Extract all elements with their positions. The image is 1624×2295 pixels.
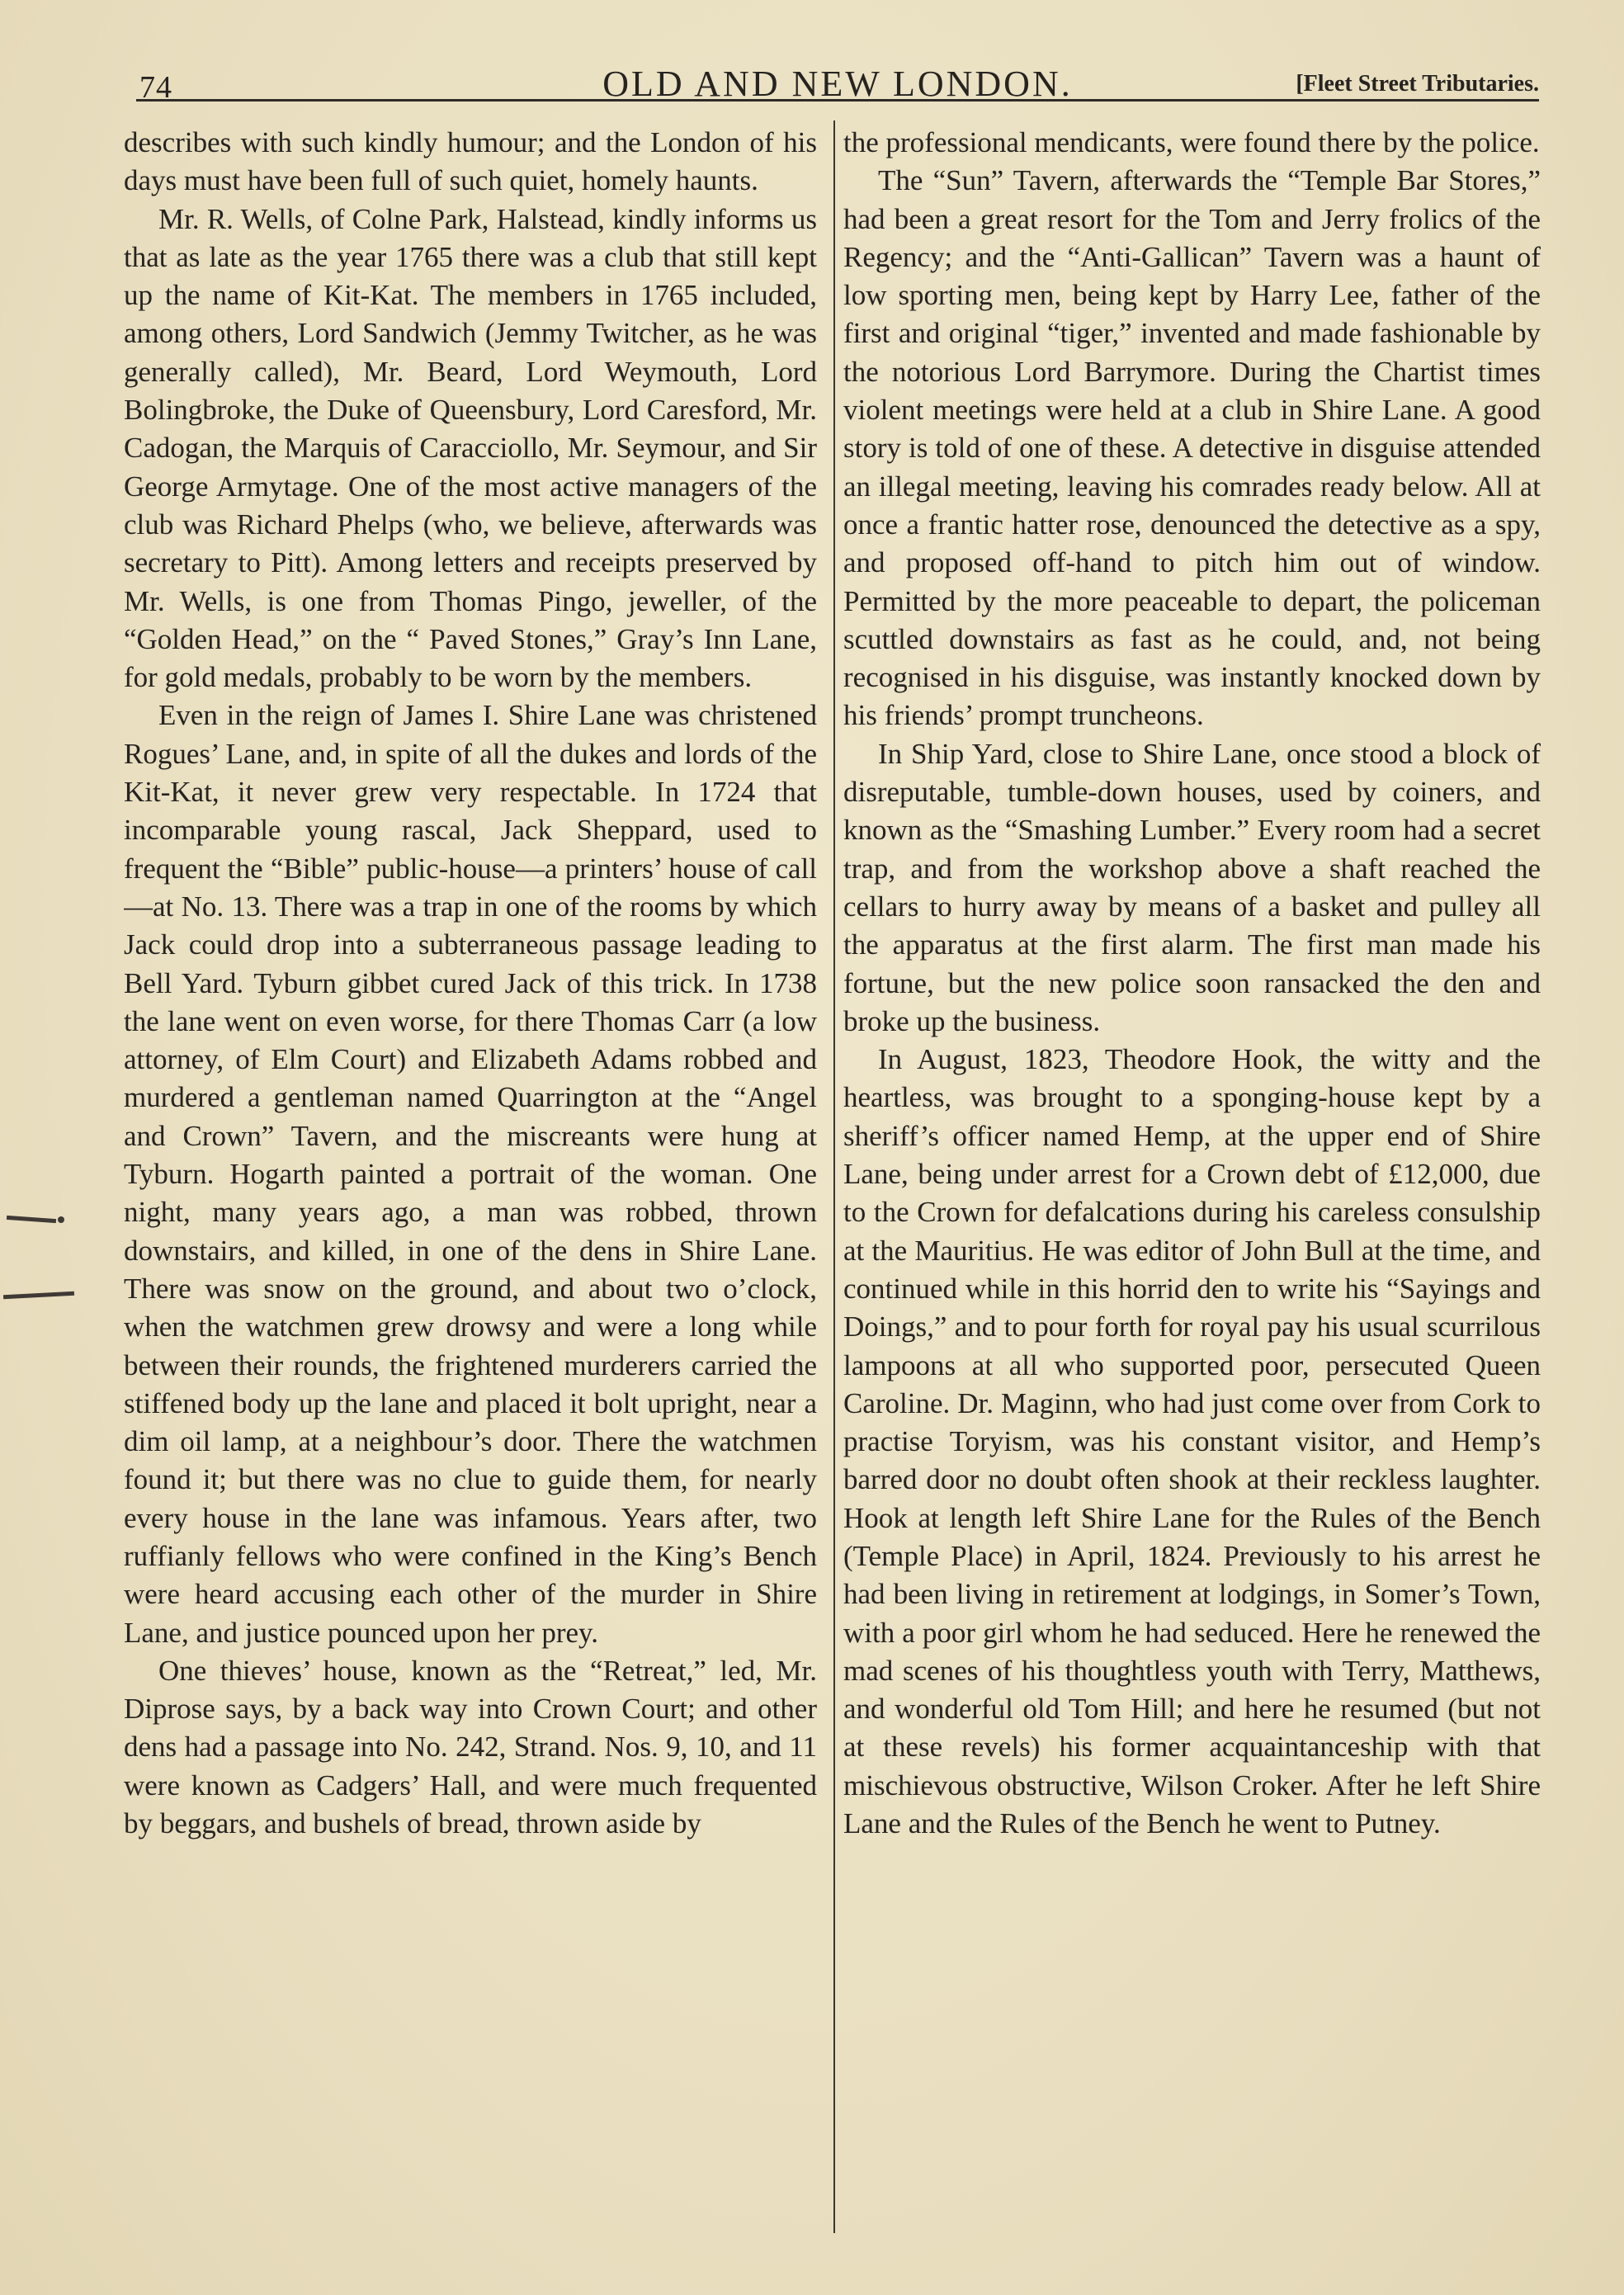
header-rule xyxy=(136,99,1539,102)
left-column xyxy=(124,124,817,2236)
paragraph: The “Sun” Tavern, afterwards the “Temple Bar Stores,” had been a great resort for the Tom and Jerry frolics of the Regency; and the “Anti-Gallican” Tavern was a haunt of low sporting men, being kept by Harry Lee, father of the first and original “tiger,” invented and made fashionable by the notorious Lord Barrymore. During the Chartist times violent meetings were held at a club in Shire Lane. A good story is told of one of these. A detective in disguise attended an illegal meeting, leaving his comrades ready below. All at once a frantic hatter rose, denounced the detective as a spy, and proposed off-hand to pitch him out of window. Permitted by the more peaceable to depart, the policeman scuttled downstairs as fast as he could, and, not being recognised in his disguise, was instantly knocked down by his friends’ prompt truncheons. xyxy=(843,164,1541,732)
paragraph: Even in the reign of James I. Shire Lane was christened Rogues’ Lane, and, in spite of all the dukes and lords of the Kit-Kat, it never grew very respectable. In 1724 that incomparable young rascal, Jack Sheppard, used to frequent the “Bible” public-house—a printers’ house of call—at No. 13. There was a trap in one of the rooms by which Jack could drop into a subterraneous passage leading to Bell Yard. Tyburn gibbet cured Jack of this trick. In 1738 the lane went on even worse, for there Thomas Carr (a low attorney, of Elm Court) and Elizabeth Adams robbed and murdered a gentleman named Quarrington at the “Angel and Crown” Tavern, and the miscreants were hung at Tyburn. Hogarth painted a portrait of the woman. One night, many years ago, a man was robbed, thrown downstairs, and killed, in one of the dens in Shire Lane. There was snow on the ground, and about two o’clock, when the watchmen grew drowsy and were a long while between their rounds, the frightened murderers carried the stiffened body up the lane and placed it bolt upright, near a dim oil lamp, at a neighbour’s door. There the watchmen found it; but there was no clue to guide them, for nearly every house in the lane was infamous. Years after, two ruffianly fellows who were confined in the King’s Bench were heard accusing each other of the murder in Shire Lane, and justice pounced upon her prey. xyxy=(124,699,817,1649)
paragraph: Mr. R. Wells, of Colne Park, Halstead, kindly informs us that as late as the year 1765 there was a club that still kept up the name of Kit-Kat. The members in 1765 included, among others, Lord Sandwich (Jemmy Twitcher, as he was generally called), Mr. Beard, Lord Weymouth, Lord Bolingbroke, the Duke of Queensbury, Lord Caresford, Mr. Cadogan, the Marquis of Caracciollo, Mr. Seymour, and Sir George Armytage. One of the most active managers of the club was Richard Phelps (who, we believe, afterwards was secretary to Pitt). Among letters and receipts preserved by Mr. Wells, is one from Thomas Pingo, jeweller, of the “Golden Head,” on the “ Paved Stones,” Gray’s Inn Lane, for gold medals, probably to be worn by the members. xyxy=(124,202,817,694)
right-column xyxy=(843,124,1541,2236)
running-head: [Fleet Street Tributaries. xyxy=(1296,71,1539,97)
paragraph: In Ship Yard, close to Shire Lane, once stood a block of disreputable, tumble-down houses, used by coiners, and known as the “Smashing Lumber.” Every room had a secret trap, and from the workshop above a shaft reached the cellars to hurry away by means of a basket and pulley all the apparatus at the first alarm. The first man made his fortune, but the new police soon ransacked the den and broke up the business. xyxy=(843,737,1541,1037)
paragraph: One thieves’ house, known as the “Retreat,” led, Mr. Diprose says, by a back way into Crown Court; and other dens had a passage into No. 242, Strand. Nos. 9, 10, and 11 were known as Cadgers’ Hall, and were much frequented by beggars, and bushels of bread, thrown aside by xyxy=(124,1654,817,1840)
margin-ink-mark xyxy=(3,1289,76,1302)
paragraph: the professional mendicants, were found there by the police. xyxy=(843,126,1540,158)
paragraph: In August, 1823, Theodore Hook, the witty and the heartless, was brought to a sponging-house kept by a sheriff’s officer named Hemp, at the upper end of Shire Lane, being under arrest for a Crown debt of £12,000, due to the Crown for defalcations during his careless consulship at the Mauritius. He was editor of John Bull at the time, and continued while in this horrid den to write his “Sayings and Doings,” and to pour forth for royal pay his usual scurrilous lampoons at all who supported poor, persecuted Queen Caroline. Dr. Maginn, who had just come over from Cork to practise Toryism, was his constant visitor, and Hemp’s barred door no doubt often shook at their reckless laughter. Hook at length left Shire Lane for the Rules of the Bench (Temple Place) in April, 1824. Previously to his arrest he had been living in retirement at lodgings, in Somer’s Town, with a poor girl whom he had seduced. Here he renewed the mad scenes of his thoughtless youth with Terry, Matthews, and wonderful old Tom Hill; and here he resumed (but not at these revels) his former acquaintanceship with that mischievous obstructive, Wilson Croker. After he left Shire Lane and the Rules of the Bench he went to Putney. xyxy=(843,1043,1541,1840)
paragraph: describes with such kindly humour; and the London of his days must have been full of such quiet, homely haunts. xyxy=(124,126,817,197)
margin-ink-mark xyxy=(7,1213,79,1226)
column-divider xyxy=(833,120,835,2233)
book-title: OLD AND NEW LONDON. xyxy=(602,64,1073,104)
page-number: 74 xyxy=(139,70,172,105)
